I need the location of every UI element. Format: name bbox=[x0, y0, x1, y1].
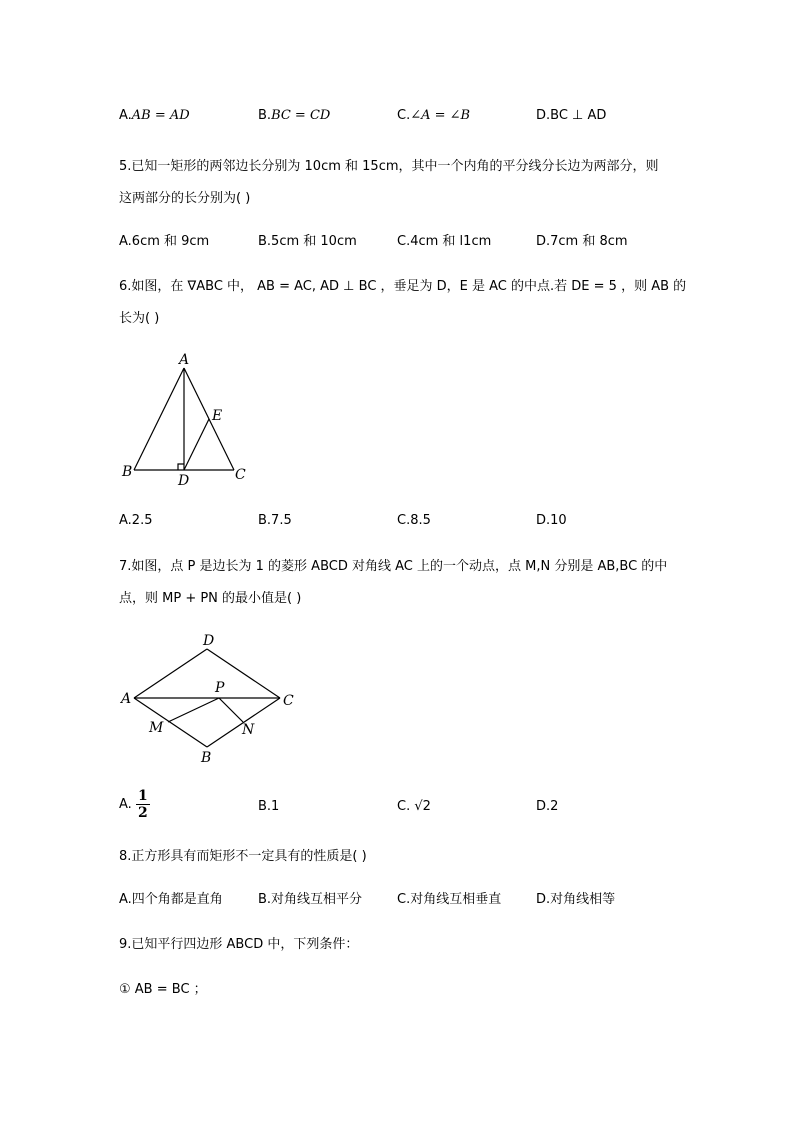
q6-option-b: B.7.5 bbox=[258, 513, 292, 528]
q6-stem-line2: 长为( ) bbox=[119, 311, 160, 326]
q9-condition-1: ① AB = BC ； bbox=[119, 982, 207, 997]
q7-rhombus-figure bbox=[115, 628, 305, 768]
q6-label-e: E bbox=[212, 408, 223, 424]
q7-option-b: B.1 bbox=[258, 799, 280, 814]
q6-label-d: D bbox=[178, 473, 190, 488]
q7-label-m: M bbox=[149, 720, 164, 736]
q6-segment-de bbox=[184, 419, 209, 470]
q6-stem-line1: 6.如图，在 ∇ABC 中， AB = AC, AD ⊥ BC ，垂足为 D，E 是 AC 的中点.若 DE = 5 ，则 AB 的 bbox=[119, 279, 687, 294]
q7-label-b: B bbox=[201, 750, 212, 766]
q7-label-c: C bbox=[283, 693, 294, 709]
q4-option-a: A.AB = AD bbox=[119, 108, 190, 123]
q7-label-a: A bbox=[121, 691, 132, 707]
q6-label-a: A bbox=[179, 352, 190, 368]
q5-stem-line1: 5.已知一矩形的两邻边长分别为 10cm 和 15cm，其中一个内角的平分线分长边为两部分，则 bbox=[119, 159, 659, 174]
q5-option-a: A.6cm 和 9cm bbox=[119, 234, 210, 249]
q4-option-b: B.BC = CD bbox=[258, 108, 331, 123]
q6-option-a: A.2.5 bbox=[119, 513, 153, 528]
q5-option-d: D.7cm 和 8cm bbox=[536, 234, 628, 249]
q7-label-d: D bbox=[203, 633, 215, 649]
q8-option-c: C.对角线互相垂直 bbox=[397, 892, 502, 907]
q8-option-b: B.对角线互相平分 bbox=[258, 892, 363, 907]
q6-option-c: C.8.5 bbox=[397, 513, 431, 528]
q7-stem-line1: 7.如图，点 P 是边长为 1 的菱形 ABCD 对角线 AC 上的一个动点，点 M,N 分别是 AB,BC 的中 bbox=[119, 559, 668, 574]
q6-label-c: C bbox=[235, 467, 246, 483]
q7-segment-pn bbox=[219, 698, 243, 722]
q7-option-a: A. $\frac{1}{2}$ bbox=[119, 788, 148, 821]
q7-option-c: C. √2 bbox=[397, 799, 431, 814]
q8-stem: 8.正方形具有而矩形不一定具有的性质是( ) bbox=[119, 849, 367, 864]
q7-label-p: P bbox=[215, 680, 225, 696]
q8-option-d: D.对角线相等 bbox=[536, 892, 616, 907]
q5-option-c: C.4cm 和 l1cm bbox=[397, 234, 492, 249]
q5-option-b: B.5cm 和 10cm bbox=[258, 234, 357, 249]
q5-stem-line2: 这两部分的长分别为( ) bbox=[119, 191, 251, 206]
q7-label-n: N bbox=[242, 722, 255, 738]
q8-option-a: A.四个角都是直角 bbox=[119, 892, 223, 907]
q7-option-d: D.2 bbox=[536, 799, 559, 814]
q6-option-d: D.10 bbox=[536, 513, 567, 528]
q6-segment-ab bbox=[134, 368, 184, 470]
q6-right-angle-mark bbox=[178, 464, 184, 470]
q7-option-a-fraction: $\frac{1}{2}$ bbox=[137, 788, 148, 821]
q7-segment-ad bbox=[134, 649, 207, 698]
q4-option-d: D.BC ⊥ AD bbox=[536, 108, 607, 123]
q9-stem: 9.已知平行四边形 ABCD 中，下列条件： bbox=[119, 937, 359, 952]
q4-option-c: C.∠A = ∠B bbox=[397, 108, 471, 123]
q6-triangle-figure bbox=[115, 348, 255, 488]
q7-segment-ba bbox=[134, 698, 207, 747]
q7-segment-mp bbox=[168, 698, 219, 722]
q6-label-b: B bbox=[122, 464, 133, 480]
q7-stem-line2: 点，则 MP + PN 的最小值是( ) bbox=[119, 591, 302, 606]
